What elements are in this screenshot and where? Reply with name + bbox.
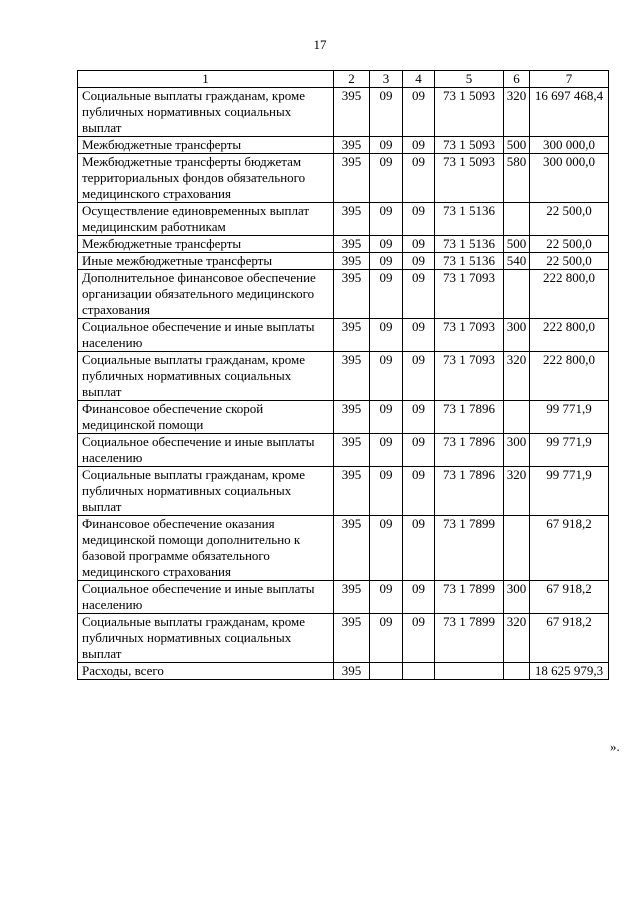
row-name: Финансовое обеспечение скорой медицинской помощи: [78, 401, 334, 434]
row-admin-code: 395: [334, 203, 370, 236]
column-header: 2: [334, 71, 370, 88]
row-section: 09: [370, 203, 403, 236]
row-admin-code: 395: [334, 253, 370, 270]
row-admin-code: 395: [334, 663, 370, 680]
row-target-article: 73 1 7896: [435, 467, 504, 516]
row-amount: 222 800,0: [530, 352, 609, 401]
row-target-article: 73 1 7093: [435, 319, 504, 352]
row-expense-type: 320: [504, 352, 530, 401]
row-subsection: 09: [403, 319, 435, 352]
row-admin-code: 395: [334, 401, 370, 434]
row-expense-type: 500: [504, 236, 530, 253]
row-target-article: 73 1 7093: [435, 352, 504, 401]
row-name: Социальные выплаты гражданам, кроме публичных нормативных социальных выплат: [78, 88, 334, 137]
row-target-article: [435, 663, 504, 680]
row-subsection: 09: [403, 154, 435, 203]
row-admin-code: 395: [334, 614, 370, 663]
row-expense-type: 320: [504, 614, 530, 663]
column-header: 1: [78, 71, 334, 88]
row-target-article: 73 1 7899: [435, 516, 504, 581]
row-admin-code: 395: [334, 352, 370, 401]
row-amount: 22 500,0: [530, 203, 609, 236]
closing-quote-mark: ».: [610, 739, 620, 754]
row-section: 09: [370, 352, 403, 401]
row-admin-code: 395: [334, 137, 370, 154]
table-row: [78, 663, 609, 680]
table-row: [78, 467, 609, 516]
row-section: 09: [370, 581, 403, 614]
row-expense-type: [504, 270, 530, 319]
row-name: Межбюджетные трансферты бюджетам территориальных фондов обязательного медицинского страхования: [78, 154, 334, 203]
row-name: Осуществление единовременных выплат медицинским работникам: [78, 203, 334, 236]
row-expense-type: [504, 663, 530, 680]
row-subsection: 09: [403, 434, 435, 467]
row-amount: 22 500,0: [530, 253, 609, 270]
table-row: [78, 434, 609, 467]
row-target-article: 73 1 7899: [435, 614, 504, 663]
table-row: [78, 154, 609, 203]
row-amount: 67 918,2: [530, 516, 609, 581]
table-row: [78, 253, 609, 270]
table-header-row: [78, 71, 609, 88]
table-row: [78, 270, 609, 319]
row-expense-type: 300: [504, 434, 530, 467]
row-admin-code: 395: [334, 319, 370, 352]
table-row: [78, 319, 609, 352]
row-expense-type: [504, 203, 530, 236]
column-header: 3: [370, 71, 403, 88]
row-subsection: [403, 663, 435, 680]
row-expense-type: 300: [504, 319, 530, 352]
row-admin-code: 395: [334, 236, 370, 253]
row-target-article: 73 1 7896: [435, 401, 504, 434]
column-header: 7: [530, 71, 609, 88]
row-subsection: 09: [403, 203, 435, 236]
row-expense-type: 300: [504, 581, 530, 614]
row-expense-type: [504, 516, 530, 581]
row-subsection: 09: [403, 253, 435, 270]
row-name: Финансовое обеспечение оказания медицинской помощи дополнительно к базовой программе обязательного медицинского страхования: [78, 516, 334, 581]
row-expense-type: [504, 401, 530, 434]
row-expense-type: 580: [504, 154, 530, 203]
row-admin-code: 395: [334, 88, 370, 137]
row-amount: 16 697 468,4: [530, 88, 609, 137]
row-admin-code: 395: [334, 434, 370, 467]
page-number: 17: [313, 37, 327, 52]
row-section: 09: [370, 270, 403, 319]
row-section: 09: [370, 319, 403, 352]
column-header: 5: [435, 71, 504, 88]
table-row: [78, 203, 609, 236]
row-section: 09: [370, 253, 403, 270]
row-expense-type: 320: [504, 88, 530, 137]
row-subsection: 09: [403, 137, 435, 154]
row-target-article: 73 1 5093: [435, 154, 504, 203]
row-expense-type: 500: [504, 137, 530, 154]
row-target-article: 73 1 5093: [435, 137, 504, 154]
row-name: Социальное обеспечение и иные выплаты населению: [78, 581, 334, 614]
row-target-article: 73 1 7093: [435, 270, 504, 319]
row-amount: 99 771,9: [530, 434, 609, 467]
row-name: Социальные выплаты гражданам, кроме публичных нормативных социальных выплат: [78, 352, 334, 401]
table-row: [78, 352, 609, 401]
row-amount: 300 000,0: [530, 154, 609, 203]
row-admin-code: 395: [334, 270, 370, 319]
row-amount: 99 771,9: [530, 401, 609, 434]
table-row: [78, 516, 609, 581]
row-admin-code: 395: [334, 516, 370, 581]
row-amount: 222 800,0: [530, 270, 609, 319]
row-admin-code: 395: [334, 154, 370, 203]
row-name: Расходы, всего: [78, 663, 334, 680]
row-section: 09: [370, 154, 403, 203]
row-amount: 67 918,2: [530, 581, 609, 614]
row-name: Межбюджетные трансферты: [78, 236, 334, 253]
row-target-article: 73 1 7896: [435, 434, 504, 467]
row-amount: 99 771,9: [530, 467, 609, 516]
row-section: 09: [370, 516, 403, 581]
row-target-article: 73 1 5136: [435, 253, 504, 270]
row-amount: 22 500,0: [530, 236, 609, 253]
row-section: 09: [370, 236, 403, 253]
row-amount: 222 800,0: [530, 319, 609, 352]
row-subsection: 09: [403, 467, 435, 516]
row-section: 09: [370, 434, 403, 467]
row-name: Иные межбюджетные трансферты: [78, 253, 334, 270]
row-target-article: 73 1 7899: [435, 581, 504, 614]
row-admin-code: 395: [334, 581, 370, 614]
row-subsection: 09: [403, 236, 435, 253]
table-row: [78, 581, 609, 614]
row-subsection: 09: [403, 581, 435, 614]
row-expense-type: 320: [504, 467, 530, 516]
row-subsection: 09: [403, 352, 435, 401]
row-amount: 67 918,2: [530, 614, 609, 663]
row-section: 09: [370, 401, 403, 434]
table-row: [78, 401, 609, 434]
row-name: Дополнительное финансовое обеспечение организации обязательного медицинского страхования: [78, 270, 334, 319]
budget-table: [77, 70, 609, 680]
row-subsection: 09: [403, 614, 435, 663]
table-row: [78, 88, 609, 137]
row-section: 09: [370, 88, 403, 137]
row-name: Социальное обеспечение и иные выплаты населению: [78, 434, 334, 467]
row-name: Социальное обеспечение и иные выплаты населению: [78, 319, 334, 352]
row-subsection: 09: [403, 270, 435, 319]
column-header: 4: [403, 71, 435, 88]
table-row: [78, 614, 609, 663]
row-section: 09: [370, 467, 403, 516]
row-subsection: 09: [403, 88, 435, 137]
row-amount: 18 625 979,3: [530, 663, 609, 680]
row-admin-code: 395: [334, 467, 370, 516]
row-section: 09: [370, 137, 403, 154]
row-target-article: 73 1 5093: [435, 88, 504, 137]
row-name: Межбюджетные трансферты: [78, 137, 334, 154]
row-section: [370, 663, 403, 680]
row-subsection: 09: [403, 401, 435, 434]
table-row: [78, 236, 609, 253]
row-name: Социальные выплаты гражданам, кроме публичных нормативных социальных выплат: [78, 614, 334, 663]
row-target-article: 73 1 5136: [435, 236, 504, 253]
table-row: [78, 137, 609, 154]
row-amount: 300 000,0: [530, 137, 609, 154]
row-name: Социальные выплаты гражданам, кроме публичных нормативных социальных выплат: [78, 467, 334, 516]
row-subsection: 09: [403, 516, 435, 581]
row-target-article: 73 1 5136: [435, 203, 504, 236]
row-expense-type: 540: [504, 253, 530, 270]
row-section: 09: [370, 614, 403, 663]
column-header: 6: [504, 71, 530, 88]
